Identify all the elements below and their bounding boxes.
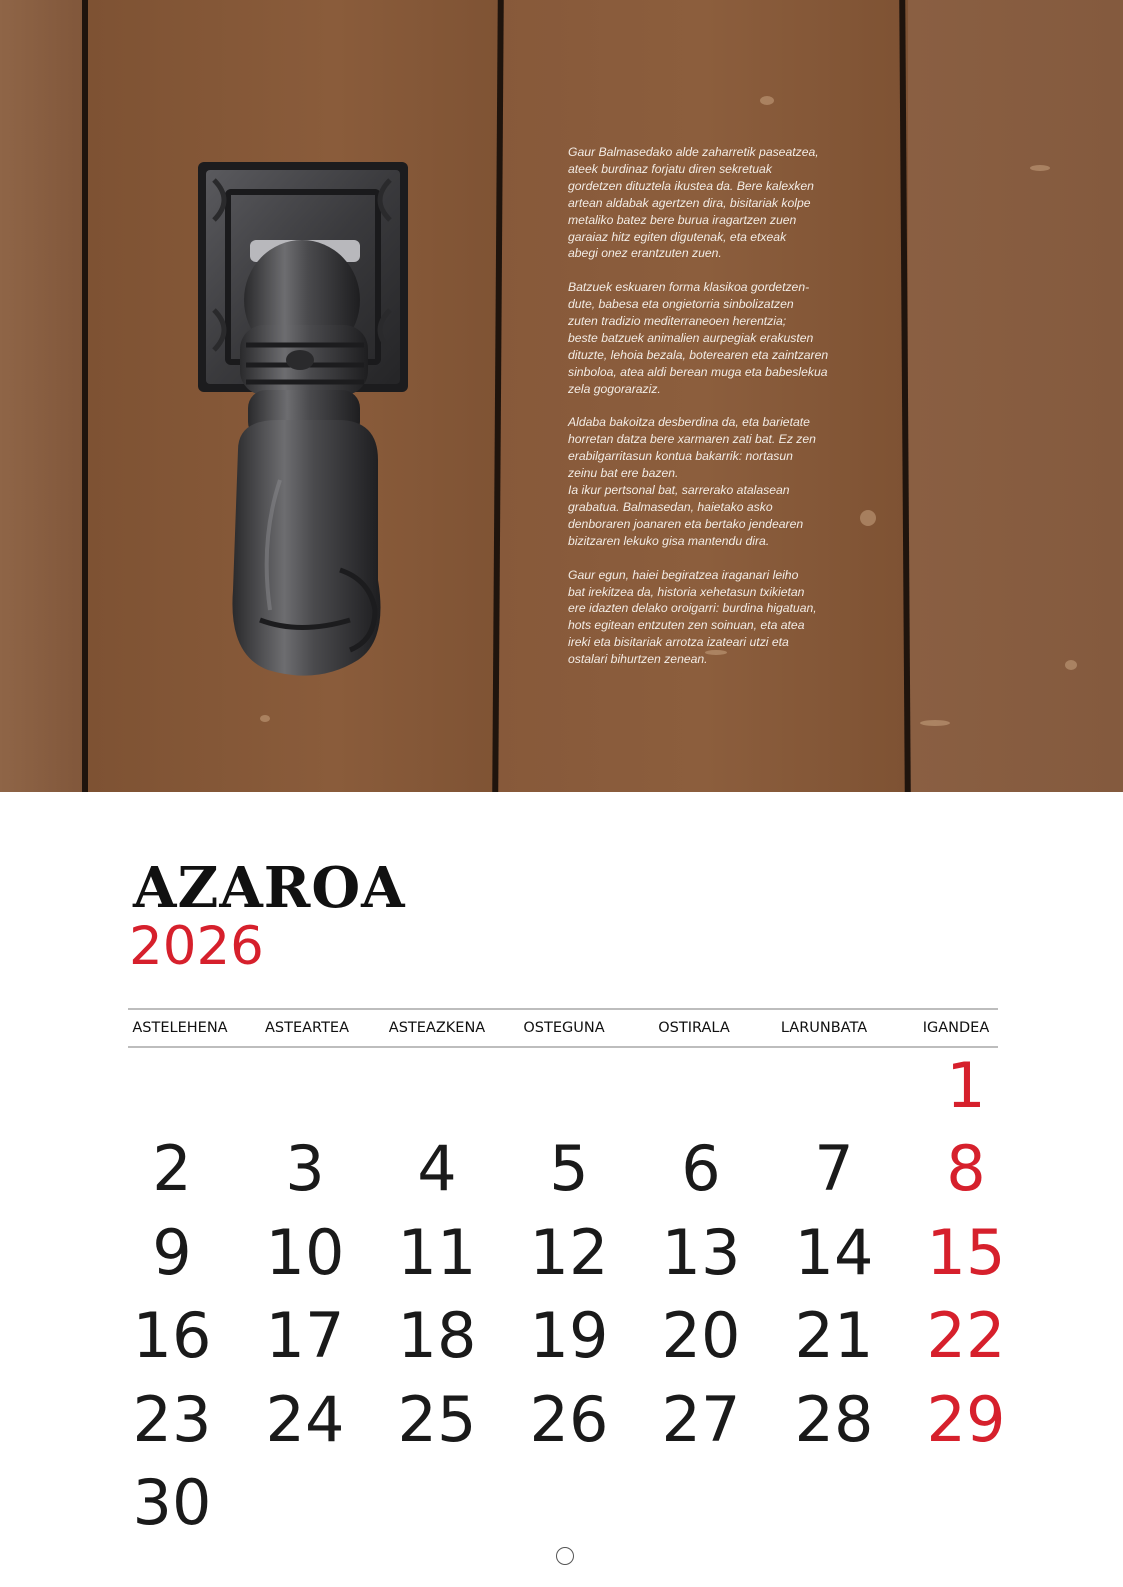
month-title: AZAROA xyxy=(133,855,406,921)
calendar-day: 24 xyxy=(265,1383,345,1456)
calendar-day: 12 xyxy=(529,1216,609,1289)
paint-speck xyxy=(920,720,950,726)
calendar-day: 9 xyxy=(152,1216,192,1289)
paint-speck xyxy=(260,715,270,722)
calendar-day: 30 xyxy=(132,1466,212,1539)
plank-seam xyxy=(82,0,88,792)
calendar-day: 21 xyxy=(794,1299,874,1372)
calendar-day: 23 xyxy=(132,1383,212,1456)
paint-speck xyxy=(1065,660,1077,670)
calendar-day: 7 xyxy=(814,1132,854,1205)
weekday-label: LARUNBATA xyxy=(780,1020,868,1036)
caption-paragraph: Gaur Balmasedako alde zaharretik paseatzea, ateek burdinaz forjatu diren sekretuak gordetzen dituztela ikustea da. Bere kalexken artean aldabak agertzen dira, bisitariak kolpe metaliko batez bere burua iragartzen zuen garaiaz hitz egiten digutenak, eta etxeak abegi onez erantzuten zuen. xyxy=(568,145,819,261)
calendar-day: 27 xyxy=(661,1383,741,1456)
calendar-day: 17 xyxy=(265,1299,345,1372)
calendar-day: 1 xyxy=(946,1049,986,1122)
calendar-day: 16 xyxy=(132,1299,212,1372)
weekday-label: OSTIRALA xyxy=(658,1020,730,1036)
calendar-day: 5 xyxy=(549,1132,589,1205)
calendar-day: 2 xyxy=(152,1132,192,1205)
wood-plank xyxy=(908,0,1123,792)
weekday-header xyxy=(128,1008,998,1048)
calendar-day: 29 xyxy=(926,1383,1006,1456)
weekday-label: ASTEARTEA xyxy=(264,1020,350,1036)
paint-speck xyxy=(860,510,876,526)
calendar-day: 25 xyxy=(397,1383,477,1456)
calendar-day: 13 xyxy=(661,1216,741,1289)
paint-speck xyxy=(760,96,774,105)
calendar-day: 11 xyxy=(397,1216,477,1289)
weekday-label: ASTELEHENA xyxy=(132,1020,228,1036)
calendar-day: 22 xyxy=(926,1299,1006,1372)
hanging-hole xyxy=(556,1547,574,1565)
photo-caption-text xyxy=(568,144,858,685)
year-label: 2026 xyxy=(129,916,264,977)
weekday-label: OSTEGUNA xyxy=(523,1020,605,1036)
calendar-day: 14 xyxy=(794,1216,874,1289)
caption-paragraph: Batzuek eskuaren forma klasikoa gordetzen- dute, babesa eta ongietorria sinbolizatzen zuten tradizio mediterraneoen herentzia; beste batzuek animalien aurpegiak erakusten dituzte, lehoia bezala, boterearen eta zaintzaren sinboloa, atea aldi berean muga eta babeslekua zela gogoraraziz. xyxy=(568,280,829,396)
calendar-day: 4 xyxy=(417,1132,457,1205)
calendar-day: 26 xyxy=(529,1383,609,1456)
calendar-day: 6 xyxy=(681,1132,721,1205)
paint-speck xyxy=(1030,165,1050,171)
calendar-day: 15 xyxy=(926,1216,1006,1289)
calendar-day: 18 xyxy=(397,1299,477,1372)
caption-paragraph: Aldaba bakoitza desberdina da, eta barietate horretan datza bere xarmaren zati bat. Ez zen erabilgarritasun kontua bakarrik: nortasun zeinu bat ere bazen. Ia ikur pertsonal bat, sarrerako atalasean grabatua. Balmasedan, haietako asko denboraren joanaren eta bertako jendearen bizitzaren lekuko gisa mantendu dira. xyxy=(568,415,816,548)
wood-plank xyxy=(0,0,88,792)
calendar-day: 28 xyxy=(794,1383,874,1456)
calendar-day: 20 xyxy=(661,1299,741,1372)
calendar-day: 8 xyxy=(946,1132,986,1205)
door-knocker-photo xyxy=(0,0,1123,792)
hand-knocker-image xyxy=(190,150,420,695)
weekday-label: ASTEAZKENA xyxy=(388,1020,486,1036)
calendar-day: 10 xyxy=(265,1216,345,1289)
caption-paragraph: Gaur egun, haiei begiratzea iraganari leiho bat irekitzea da, historia xehetasun txikietan ere idazten delako oroigarri: burdina higatuan, hots egitean entzuten zen soinuan, eta atea ireki eta bisitariak arrotza izateari utzi eta ostalari bihurtzen zenean. xyxy=(568,567,817,667)
weekday-label: IGANDEA xyxy=(922,1020,990,1036)
calendar-day: 3 xyxy=(285,1132,325,1205)
calendar-day: 19 xyxy=(529,1299,609,1372)
